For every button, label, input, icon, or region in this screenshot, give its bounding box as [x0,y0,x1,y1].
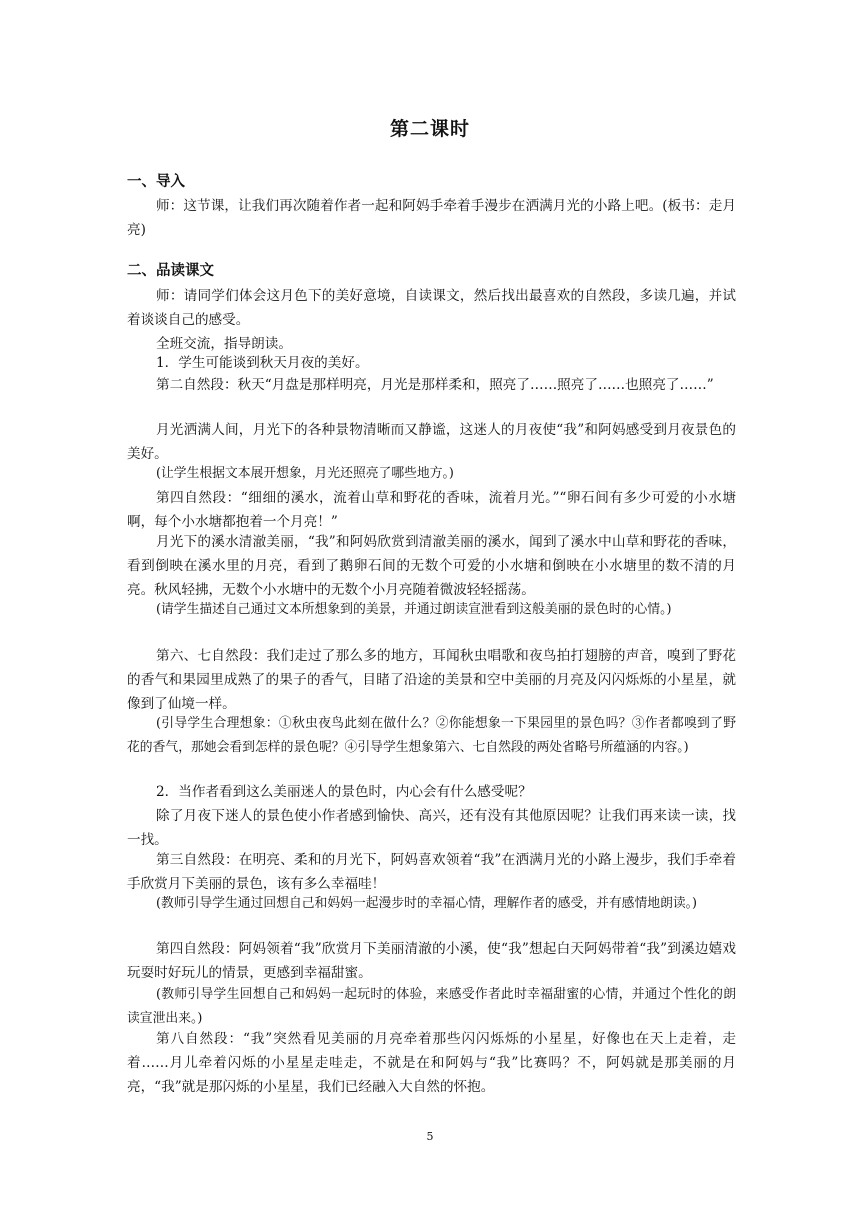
paragraph: 月光下的溪水清澈美丽，“我”和阿妈欣赏到清澈美丽的溪水，闻到了溪水中山草和野花的香味，看到倒映在溪水里的月亮，看到了鹅卵石间的无数个可爱的小水塘和倒映在小水塘里的数不清的月亮。秋风轻拂，无数个小水塘中的无数个小月亮随着微波轻轻摇荡。 [127,534,736,598]
paragraph: 2．当作者看到这么美丽迷人的景色时，内心会有什么感受呢？ [156,784,532,800]
paragraph: 第八自然段：“我”突然看见美丽的月亮牵着那些闪闪烁烁的小星星，好像也在天上走着，走着……月儿牵着闪烁的小星星走哇走，不就是在和阿妈与“我”比赛吗？不，阿妈就是那美丽的月亮，“我”就是那闪烁的小星星，我们已经融入大自然的怀抱。 [127,1031,736,1095]
paragraph: 师：请同学们体会这月色下的美好意境，自读课文，然后找出最喜欢的自然段，多读几遍，并试着谈谈自己的感受。 [127,288,736,328]
paragraph: 全班交流，指导朗读。 [156,336,292,352]
section-heading-reading: 二、品读课文 [127,263,214,279]
teaching-note: (让学生根据文本展开想象，月光还照亮了哪些地方。) [156,466,454,481]
paragraph: 除了月夜下迷人的景色使小作者感到愉快、高兴，还有没有其他原因呢？让我们再来读一读，找一找。 [127,808,736,848]
page-number: 5 [426,1130,434,1143]
paragraph: 第六、七自然段：我们走过了那么多的地方，耳闻秋虫唱歌和夜鸟拍打翅膀的声音，嗅到了野花的香气和果园里成熟了的果子的香气，目睹了沿途的美景和空中美丽的月亮及闪闪烁烁的小星星，就像到了仙境一样。 [127,648,736,712]
paragraph: 第三自然段：在明亮、柔和的月光下，阿妈喜欢领着“我”在洒满月光的小路上漫步，我们手牵着手欣赏月下美丽的景色，该有多么幸福哇！ [127,852,736,892]
paragraph: 第四自然段：“细细的溪水，流着山草和野花的香味，流着月光。”“卵石间有多少可爱的小水塘啊，每个小水塘都抱着一个月亮！” [127,490,736,530]
paragraph: 月光洒满人间，月光下的各种景物清晰而又静谧，这迷人的月夜使“我”和阿妈感受到月夜景色的美好。 [127,422,736,462]
page-title: 第二课时 [389,118,470,140]
section-heading-intro: 一、导入 [127,174,185,190]
teaching-note: (教师引导学生回想自己和妈妈一起玩时的体验，来感受作者此时幸福甜蜜的心情，并通过个性化的朗读宣泄出来。) [127,987,736,1026]
teaching-note: (引导学生合理想象：①秋虫夜鸟此刻在做什么？②你能想象一下果园里的景色吗？③作者都嗅到了野花的香气，那她会看到怎样的景色呢？④引导学生想象第六、七自然段的两处省略号所蕴涵的内容。) [127,716,736,755]
paragraph: 第二自然段：秋天“月盘是那样明亮，月光是那样柔和，照亮了……照亮了……也照亮了……” [156,377,714,393]
paragraph: 师：这节课，让我们再次随着作者一起和阿妈手牵着手漫步在洒满月光的小路上吧。(板书：走月亮) [127,198,736,238]
paragraph: 第四自然段：阿妈领着“我”欣赏月下美丽清澈的小溪，使“我”想起白天阿妈带着“我”到溪边嬉戏玩耍时好玩儿的情景，更感到幸福甜蜜。 [127,941,736,981]
paragraph: 1．学生可能谈到秋天月夜的美好。 [156,355,369,371]
teaching-note: (教师引导学生通过回想自己和妈妈一起漫步时的幸福心情，理解作者的感受，并有感情地朗读。) [156,896,698,911]
teaching-note: (请学生描述自己通过文本所想象到的美景，并通过朗读宣泄看到这般美丽的景色时的心情。) [156,602,672,617]
